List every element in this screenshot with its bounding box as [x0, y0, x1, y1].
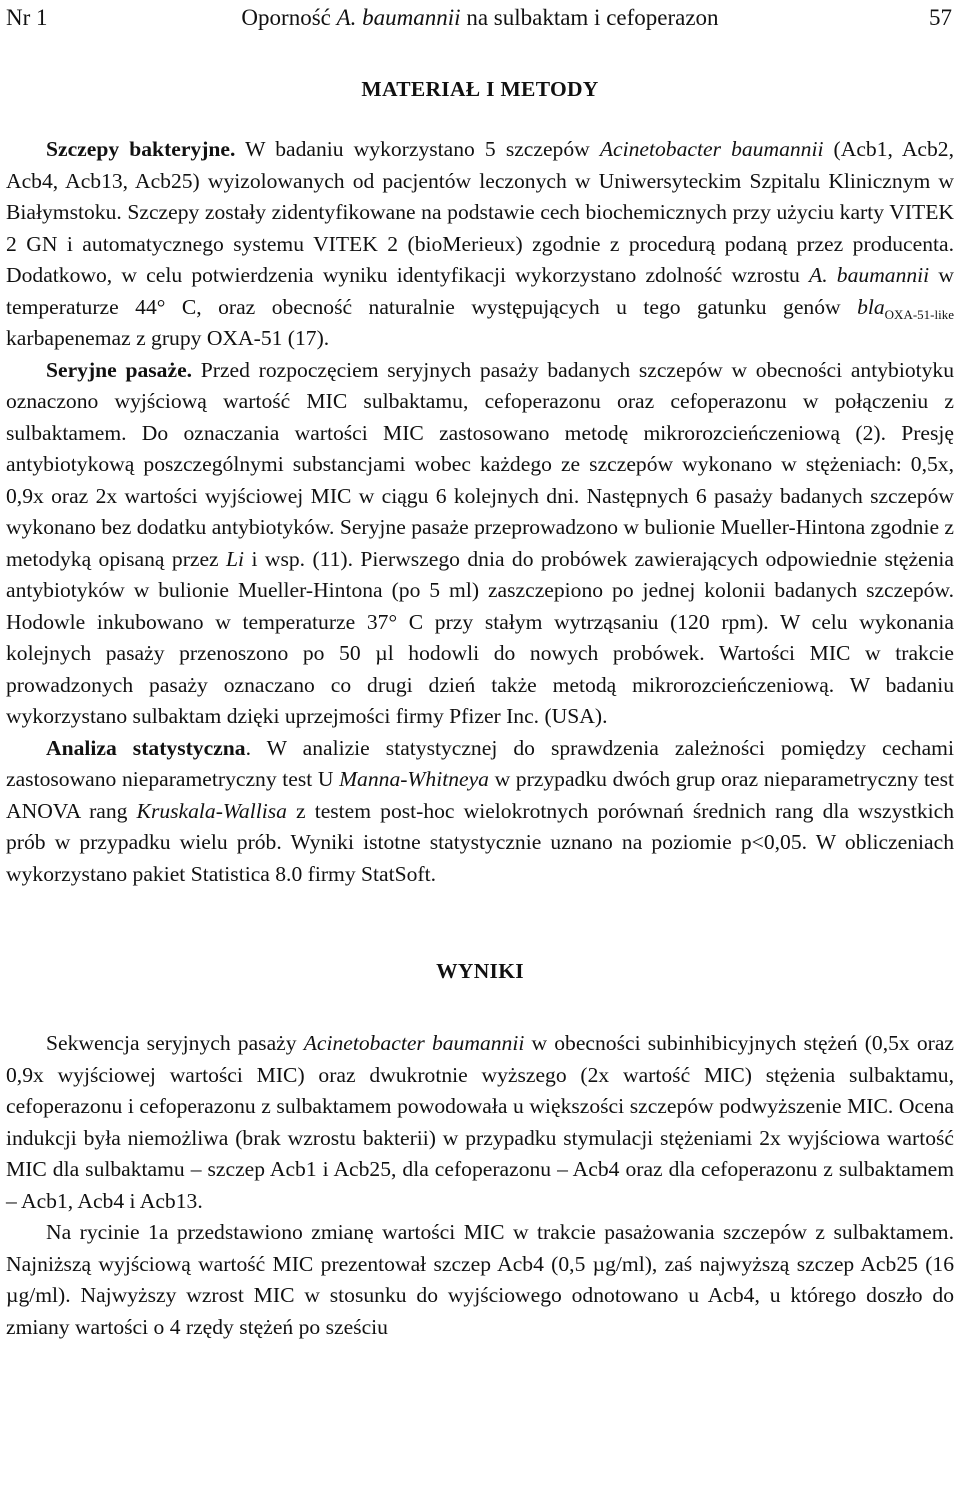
paragraph-heading: Seryjne pasaże. [46, 357, 193, 382]
paragraph-results-1: Sekwencja seryjnych pasaży Acinetobacter baumannii w obecności subinhibicyjnych stężeń (0,5x oraz 0,9x wyjściowej wartości MIC) oraz dwukrotnie wyższego (2x wartość MIC) stężenia sulbaktamu, cefoperazonu i cefoperazonu z sulbaktamem powodowała u większości szczepów podwyższenie MIC. Ocena indukcji była niemożliwa (brak wzrostu bakterii) w przypadku stymulacji stężeniami 2x wyjściowa wartość MIC dla sulbaktamu – szczep Acb1 i Acb25, dla cefoperazonu – Acb4 oraz dla cefoperazonu z sulbaktamem – Acb1, Acb4 i Acb13. [6, 1031, 954, 1213]
paragraph-serial-passages: Seryjne pasaże. Przed rozpoczęciem seryjnych pasaży badanych szczepów w obecności antybiotyku oznaczono wyjściową wartość MIC sulbaktamu, cefoperazonu oraz cefoperazonu w połączeniu z sulbaktamem. Do oznaczania wartości MIC zastosowano metodę mikrorozcieńczeniową (2). Presję antybiotykową poszczególnymi substancjami wobec każdego ze szczepów wykonano w stężeniach: 0,5x, 0,9x oraz 2x wartości wyjściowej MIC w ciągu 6 kolejnych dni. Następnych 6 pasaży badanych szczepów wykonano bez dodatku antybiotyków. Seryjne pasaże przeprowadzono w bulionie Mueller-Hintona zgodnie z metodyką opisaną przez Li i wsp. (11). Pierwszego dnia do probówek zawierających odpowiednie stężenia antybiotyków w bulionie Mueller-Hintona (po 5 ml) zaszczepiono po jednej kolonii badanych szczepów. Hodowle inkubowano w temperaturze 37° C przy stałym wytrząsaniu (120 rpm). W celu wykonania kolejnych pasaży przenoszono po 50 µl hodowli do nowych probówek. Wartości MIC w trakcie prowadzonych pasaży oznaczano co drugi dzień także metodą mikrorozcieńczeniową. W badaniu wykorzystano sulbaktam dzięki uprzejmości firmy Pfizer Inc. (USA). [6, 357, 955, 728]
section-title-results: WYNIKI [436, 959, 524, 983]
paragraph-results-2: Na rycinie 1a przedstawiono zmianę wartości MIC w trakcie pasażowania szczepów z sulbaktamem. Najniższą wyjściową wartość MIC prezentował szczep Acb4 (0,5 µg/ml), zaś najwyższą szczep Acb25 (16 µg/ml). Najwyższy wzrost MIC w stosunku do wyjściowego odnotowano u Acb4, u którego doszło do zmiany wartości o 4 rzędy stężeń po sześciu [6, 1220, 954, 1339]
gene-subscript: OXA-51-like [884, 306, 954, 322]
section-title-methods: MATERIAŁ I METODY [361, 77, 599, 101]
paragraph-bacterial-strains: Szczepy bakteryjne. W badaniu wykorzystano 5 szczepów Acinetobacter baumannii (Acb1, Acb2, Acb4, Acb13, Acb25) wyizolowanych od pacjentów leczonych w Uniwersyteckim Szpitalu Klinicznym w Białymstoku. Szczepy zostały zidentyfikowane na podstawie cech biochemicznych przy użyciu karty VITEK 2 GN i automatycznego systemu VITEK 2 (bioMerieux) zgodnie z procedurą podaną przez producenta. Dodatkowo, w celu potwierdzenia wyniku identyfikacji wykorzystano zdolność wzrostu A. baumannii w temperaturze 44° C, oraz obecność naturalnie występujących u tego gatunku genów bla$_{OXA-51-like}$ karbapenemaz z grupy OXA-51 (17). [6, 137, 954, 350]
paragraph-heading: Szczepy bakteryjne. [46, 137, 236, 161]
paragraph-heading: Analiza statystyczna [46, 735, 246, 760]
paragraph-statistical-analysis: Analiza statystyczna. W analizie statystycznej do sprawdzenia zależności pomiędzy cechami zastosowano nieparametryczny test U Manna-Whitneya w przypadku dwóch grup oraz nieparametryczny test ANOVA rang Kruskala-Wallisa z testem post-hoc wielokrotnych porównań średnich rang dla wszystkich prób w przypadku wielu prób. Wyniki istotne statystycznie uznano na poziomie p<0,05. W obliczeniach wykorzystano pakiet Statistica 8.0 firmy StatSoft. [6, 735, 954, 886]
page-number: 57 [929, 5, 952, 30]
running-title-species: A. baumannii [336, 5, 461, 30]
page [6, 0, 954, 1343]
running-header [6, 0, 954, 36]
issue-number: Nr 1 [6, 5, 48, 30]
running-title: Oporność A. baumannii na sulbaktam i cefoperazon [241, 5, 719, 30]
